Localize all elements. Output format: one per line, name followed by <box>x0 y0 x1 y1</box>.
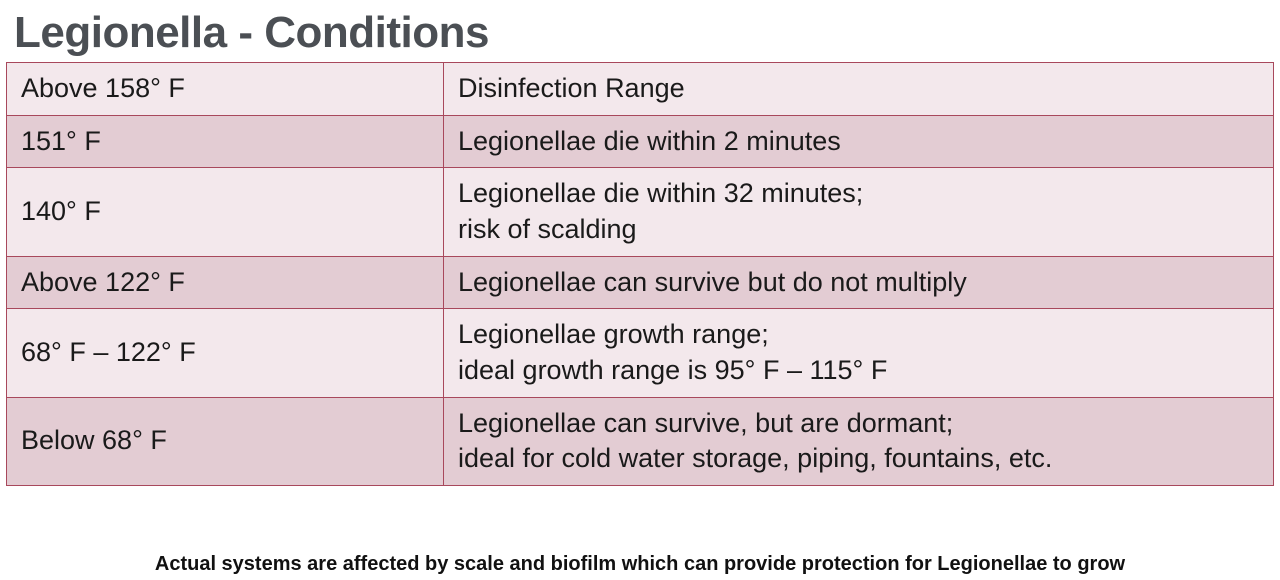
footer-note: Actual systems are affected by scale and biofilm which can provide protection for Legionellae to grow <box>154 553 1126 575</box>
description-cell <box>444 397 1274 485</box>
description-line: Disinfection Range <box>458 73 685 104</box>
description-cell <box>444 115 1274 168</box>
description-line: Legionellae die within 32 minutes; <box>458 178 864 209</box>
description-cell <box>444 63 1274 116</box>
description-line: Legionellae die within 2 minutes <box>458 125 841 156</box>
table-row <box>7 256 1274 309</box>
table-row <box>7 309 1274 397</box>
temperature-cell: 151° F <box>7 115 444 168</box>
description-cell <box>444 309 1274 397</box>
description-cell <box>444 256 1274 309</box>
temperature-cell: Below 68° F <box>7 397 444 485</box>
description-line: Legionellae can survive but do not multiply <box>458 266 967 297</box>
page-title: Legionella - Conditions <box>14 8 489 57</box>
description-line: Legionellae can survive, but are dormant; <box>458 407 954 438</box>
conditions-table <box>6 62 1274 486</box>
temperature-cell: Above 158° F <box>7 63 444 116</box>
table-row <box>7 63 1274 116</box>
table-row <box>7 168 1274 256</box>
table-row <box>7 397 1274 485</box>
temperature-cell: 140° F <box>7 168 444 256</box>
temperature-cell: Above 122° F <box>7 256 444 309</box>
table-row <box>7 115 1274 168</box>
description-line: risk of scalding <box>458 214 637 245</box>
description-cell <box>444 168 1274 256</box>
description-line: ideal for cold water storage, piping, fountains, etc. <box>458 443 1053 474</box>
description-line: ideal growth range is 95° F – 115° F <box>458 354 888 385</box>
description-line: Legionellae growth range; <box>458 319 769 350</box>
temperature-cell: 68° F – 122° F <box>7 309 444 397</box>
